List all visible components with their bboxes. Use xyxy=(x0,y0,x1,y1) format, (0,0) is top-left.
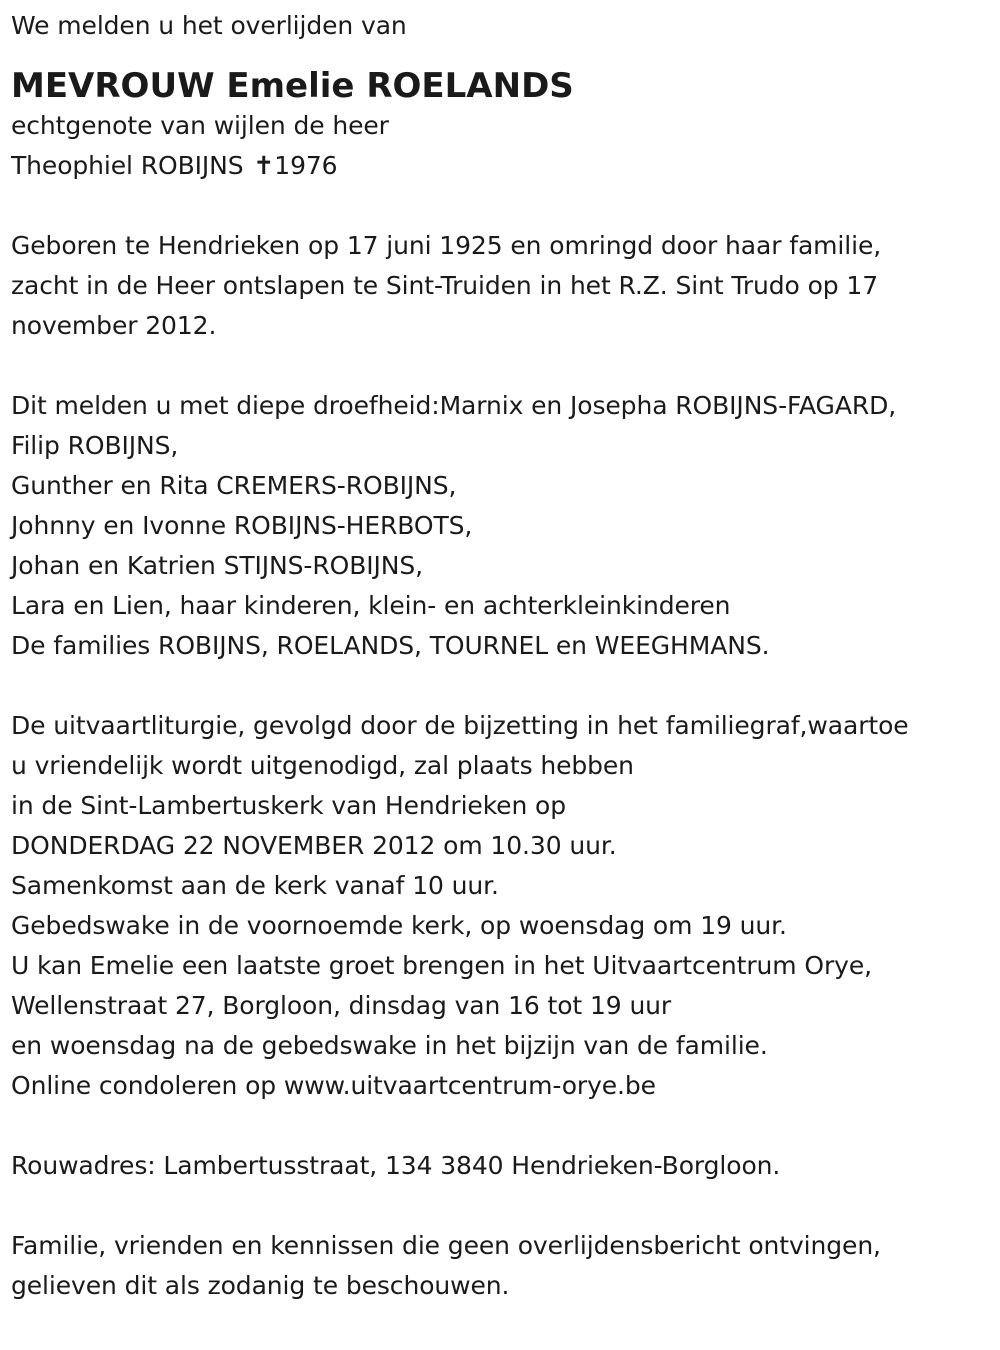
mourner-line: Dit melden u met diepe droefheid:Marnix en Josepha ROBIJNS-FAGARD, xyxy=(11,391,897,420)
mourner-line: De families ROBIJNS, ROELANDS, TOURNEL en WEEGHMANS. xyxy=(11,631,770,660)
birth-death-line: november 2012. xyxy=(11,311,217,340)
mourner-line: Johan en Katrien STIJNS-ROBIJNS, xyxy=(11,551,424,580)
funeral-line: Gebedswake in de voornoemde kerk, op woensdag om 19 uur. xyxy=(11,911,787,940)
spacer xyxy=(11,666,996,706)
funeral-line: De uitvaartliturgie, gevolgd door de bijzetting in het familiegraf,waartoe xyxy=(11,711,909,740)
death-notice xyxy=(11,6,996,1306)
birth-death-line: Geboren te Hendrieken op 17 juni 1925 en omringd door haar familie, xyxy=(11,231,882,260)
spouse-death-year: 1976 xyxy=(274,151,338,180)
funeral-line: Online condoleren op www.uitvaartcentrum-orye.be xyxy=(11,1071,656,1100)
closing-line: Familie, vrienden en kennissen die geen overlijdensbericht ontvingen, xyxy=(11,1231,881,1260)
mourner-line: Johnny en Ivonne ROBIJNS-HERBOTS, xyxy=(11,511,473,540)
mourner-line: Gunther en Rita CREMERS-ROBIJNS, xyxy=(11,471,457,500)
spouse-name: Theophiel ROBIJNS xyxy=(11,151,244,180)
birth-death-line: zacht in de Heer ontslapen te Sint-Truiden in het R.Z. Sint Trudo op 17 xyxy=(11,271,879,300)
spacer xyxy=(11,186,996,226)
intro-text: We melden u het overlijden van xyxy=(11,11,407,40)
funeral-line: U kan Emelie een laatste groet brengen in het Uitvaartcentrum Orye, xyxy=(11,951,872,980)
funeral-line: in de Sint-Lambertuskerk van Hendrieken op xyxy=(11,791,567,820)
spacer xyxy=(11,1186,996,1226)
spouse-name-line xyxy=(11,146,996,186)
funeral-line: en woensdag na de gebedswake in het bijzijn van de familie. xyxy=(11,1031,768,1060)
funeral-line: DONDERDAG 22 NOVEMBER 2012 om 10.30 uur. xyxy=(11,831,617,860)
deceased-name: MEVROUW Emelie ROELANDS xyxy=(11,66,574,106)
spacer xyxy=(11,1106,996,1146)
funeral-line: Wellenstraat 27, Borgloon, dinsdag van 16 tot 19 uur xyxy=(11,991,672,1020)
spouse-line: echtgenote van wijlen de heer xyxy=(11,111,389,140)
spacer xyxy=(11,346,996,386)
mourner-line: Filip ROBIJNS, xyxy=(11,431,179,460)
funeral-line: Samenkomst aan de kerk vanaf 10 uur. xyxy=(11,871,499,900)
cross-icon: ✝ xyxy=(253,151,275,180)
funeral-line: u vriendelijk wordt uitgenodigd, zal plaats hebben xyxy=(11,751,634,780)
closing-line: gelieven dit als zodanig te beschouwen. xyxy=(11,1271,510,1300)
mourning-address: Rouwadres: Lambertusstraat, 134 3840 Hendrieken-Borgloon. xyxy=(11,1151,781,1180)
mourner-line: Lara en Lien, haar kinderen, klein- en achterkleinkinderen xyxy=(11,591,731,620)
